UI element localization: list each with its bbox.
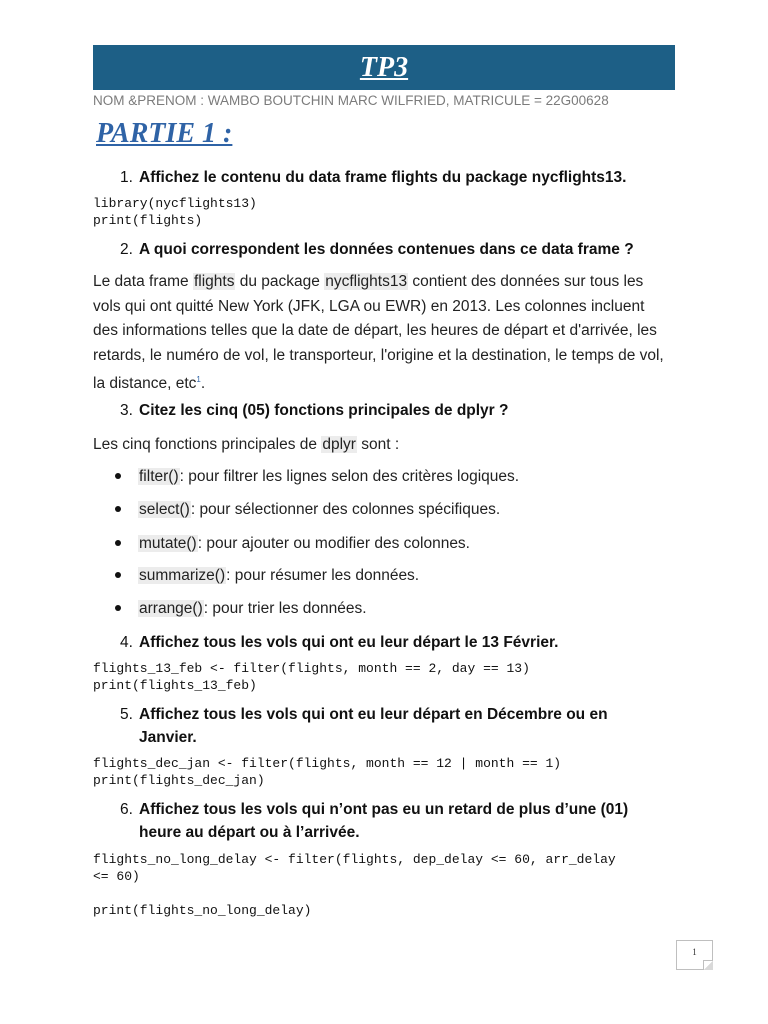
page-fold-icon bbox=[703, 960, 713, 970]
answer-text: . bbox=[200, 375, 206, 393]
question-text: Citez les cinq (05) fonctions principales de dplyr ? bbox=[139, 402, 509, 419]
bullet-icon bbox=[115, 540, 121, 546]
code-block-q1 bbox=[93, 195, 257, 229]
question-2 bbox=[120, 238, 660, 261]
function-name: arrange() bbox=[139, 600, 203, 617]
answer-text: Les cinq fonctions principales de bbox=[93, 436, 322, 453]
question-number: 2. bbox=[120, 241, 133, 258]
question-1 bbox=[120, 166, 660, 189]
function-description: : pour résumer les données. bbox=[226, 567, 420, 584]
question-number: 6. bbox=[120, 801, 133, 818]
list-item bbox=[115, 467, 519, 487]
footnote-reference[interactable]: 1 bbox=[196, 375, 201, 384]
code-block-q6 bbox=[93, 851, 616, 919]
answer-text: sont : bbox=[356, 436, 400, 453]
function-name: summarize() bbox=[139, 567, 226, 584]
answer-2-paragraph bbox=[93, 270, 673, 397]
function-description: : pour trier les données. bbox=[203, 600, 367, 617]
code-line: library(nycflights13) bbox=[93, 196, 257, 211]
question-text: Affichez le contenu du data frame flights du package nycflights13. bbox=[139, 169, 627, 186]
function-name: mutate() bbox=[139, 535, 197, 552]
code-line: print(flights) bbox=[93, 213, 203, 228]
function-name: select() bbox=[139, 501, 190, 518]
question-text-continued: heure au départ ou à l’arrivée. bbox=[139, 824, 360, 841]
answer-text: contient des données sur tous les vols qui ont quitté New York (JFK, LGA ou EWR) en 2013. Les colonnes incluent des informations telles que la date de départ, les heures de départ et d'arrivée, les retards, le numéro de vol, le transporteur, l'origine et la destination, le temps de vol, la distance, etc bbox=[93, 273, 664, 393]
code-line: print(flights_dec_jan) bbox=[93, 773, 265, 788]
answer-text: du package bbox=[235, 273, 325, 290]
code-line bbox=[93, 885, 616, 902]
document-title: TP3 bbox=[359, 51, 409, 83]
code-block-q5 bbox=[93, 755, 561, 789]
code-line: <= 60) bbox=[93, 869, 140, 884]
bullet-icon bbox=[115, 605, 121, 611]
page-number: 1 bbox=[692, 947, 697, 957]
title-banner bbox=[93, 45, 675, 90]
question-number: 4. bbox=[120, 634, 133, 651]
inline-code-dplyr: dplyr bbox=[322, 436, 356, 453]
function-description: : pour sélectionner des colonnes spécifiques. bbox=[190, 501, 501, 518]
list-item bbox=[115, 500, 500, 520]
code-block-q4 bbox=[93, 660, 530, 694]
list-item bbox=[115, 566, 419, 586]
question-5 bbox=[120, 703, 660, 749]
part-heading: PARTIE 1 : bbox=[96, 118, 233, 149]
answer-3-intro bbox=[93, 433, 673, 458]
answer-text: Le data frame bbox=[93, 273, 193, 290]
page-number-box bbox=[676, 940, 713, 970]
question-3 bbox=[120, 399, 660, 422]
bullet-icon bbox=[115, 473, 121, 479]
inline-code-flights: flights bbox=[193, 273, 235, 290]
question-text: Affichez tous les vols qui ont eu leur départ en Décembre ou en bbox=[139, 706, 608, 723]
bullet-icon bbox=[115, 506, 121, 512]
code-line: print(flights_no_long_delay) bbox=[93, 903, 312, 918]
question-number: 5. bbox=[120, 706, 133, 723]
list-item bbox=[115, 599, 367, 619]
inline-code-nycflights13: nycflights13 bbox=[325, 273, 408, 290]
function-name: filter() bbox=[139, 468, 179, 485]
code-line: flights_no_long_delay <- filter(flights, dep_delay <= 60, arr_delay bbox=[93, 852, 616, 867]
question-number: 1. bbox=[120, 169, 133, 186]
question-4 bbox=[120, 631, 660, 654]
code-line: flights_13_feb <- filter(flights, month == 2, day == 13) bbox=[93, 661, 530, 676]
question-text: Affichez tous les vols qui n’ont pas eu un retard de plus d’une (01) bbox=[139, 801, 629, 818]
bullet-icon bbox=[115, 572, 121, 578]
function-description: : pour ajouter ou modifier des colonnes. bbox=[197, 535, 470, 552]
question-text: Affichez tous les vols qui ont eu leur départ le 13 Février. bbox=[139, 634, 559, 651]
question-text-continued: Janvier. bbox=[139, 729, 197, 746]
question-text: A quoi correspondent les données contenues dans ce data frame ? bbox=[139, 241, 634, 258]
code-line: flights_dec_jan <- filter(flights, month == 12 | month == 1) bbox=[93, 756, 562, 771]
code-line: print(flights_13_feb) bbox=[93, 678, 257, 693]
function-description: : pour filtrer les lignes selon des critères logiques. bbox=[179, 468, 520, 485]
question-number: 3. bbox=[120, 402, 133, 419]
list-item bbox=[115, 534, 470, 554]
student-info: NOM &PRENOM : WAMBO BOUTCHIN MARC WILFRIED, MATRICULE = 22G00628 bbox=[93, 93, 609, 108]
question-6 bbox=[120, 798, 660, 844]
